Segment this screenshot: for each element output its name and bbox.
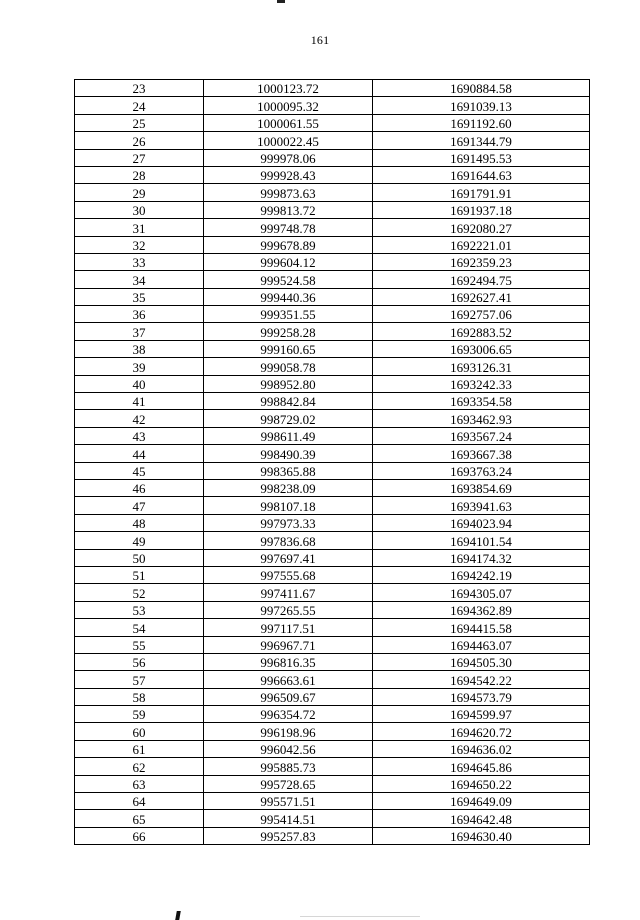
table-row — [75, 306, 590, 323]
y-coordinate-cell: 1691344.79 — [373, 132, 590, 149]
table-row — [75, 184, 590, 201]
point-number-cell: 57 — [75, 671, 204, 688]
y-coordinate-cell: 1694542.22 — [373, 671, 590, 688]
page-number: 161 — [310, 33, 330, 47]
y-coordinate-cell: 1694599.97 — [373, 706, 590, 723]
table-row — [75, 427, 590, 444]
x-coordinate-cell: 998842.84 — [204, 393, 373, 410]
y-coordinate-cell: 1694023.94 — [373, 514, 590, 531]
point-number-cell: 61 — [75, 740, 204, 757]
point-number-cell: 33 — [75, 253, 204, 270]
y-coordinate-cell: 1694630.40 — [373, 827, 590, 844]
x-coordinate-cell: 999873.63 — [204, 184, 373, 201]
y-coordinate-cell: 1694362.89 — [373, 601, 590, 618]
x-coordinate-cell: 995571.51 — [204, 793, 373, 810]
x-coordinate-cell: 999604.12 — [204, 253, 373, 270]
y-coordinate-cell: 1694636.02 — [373, 740, 590, 757]
table-row — [75, 723, 590, 740]
point-number-cell: 56 — [75, 653, 204, 670]
y-coordinate-cell: 1693462.93 — [373, 410, 590, 427]
x-coordinate-cell: 999440.36 — [204, 288, 373, 305]
point-number-cell: 55 — [75, 636, 204, 653]
x-coordinate-cell: 999678.89 — [204, 236, 373, 253]
x-coordinate-cell: 1000095.32 — [204, 97, 373, 114]
point-number-cell: 31 — [75, 219, 204, 236]
table-row — [75, 375, 590, 392]
y-coordinate-cell: 1693667.38 — [373, 445, 590, 462]
x-coordinate-cell: 1000061.55 — [204, 114, 373, 131]
y-coordinate-cell: 1693126.31 — [373, 358, 590, 375]
point-number-cell: 36 — [75, 306, 204, 323]
x-coordinate-cell: 999258.28 — [204, 323, 373, 340]
x-coordinate-cell: 998238.09 — [204, 479, 373, 496]
point-number-cell: 48 — [75, 514, 204, 531]
table-row — [75, 706, 590, 723]
x-coordinate-cell: 995728.65 — [204, 775, 373, 792]
y-coordinate-cell: 1694645.86 — [373, 758, 590, 775]
x-coordinate-cell: 997117.51 — [204, 619, 373, 636]
point-number-cell: 27 — [75, 149, 204, 166]
point-number-cell: 51 — [75, 566, 204, 583]
table-row — [75, 810, 590, 827]
table-row — [75, 636, 590, 653]
x-coordinate-cell: 996198.96 — [204, 723, 373, 740]
point-number-cell: 59 — [75, 706, 204, 723]
x-coordinate-cell: 1000022.45 — [204, 132, 373, 149]
point-number-cell: 64 — [75, 793, 204, 810]
point-number-cell: 52 — [75, 584, 204, 601]
x-coordinate-cell: 999058.78 — [204, 358, 373, 375]
point-number-cell: 62 — [75, 758, 204, 775]
table-row — [75, 97, 590, 114]
x-coordinate-cell: 998729.02 — [204, 410, 373, 427]
x-coordinate-cell: 1000123.72 — [204, 80, 373, 97]
coordinates-table-body — [75, 80, 590, 845]
point-number-cell: 41 — [75, 393, 204, 410]
y-coordinate-cell: 1693354.58 — [373, 393, 590, 410]
table-row — [75, 740, 590, 757]
y-coordinate-cell: 1691937.18 — [373, 201, 590, 218]
x-coordinate-cell: 999813.72 — [204, 201, 373, 218]
y-coordinate-cell: 1692883.52 — [373, 323, 590, 340]
x-coordinate-cell: 996042.56 — [204, 740, 373, 757]
table-row — [75, 532, 590, 549]
x-coordinate-cell: 998952.80 — [204, 375, 373, 392]
table-row — [75, 775, 590, 792]
y-coordinate-cell: 1694650.22 — [373, 775, 590, 792]
table-row — [75, 479, 590, 496]
x-coordinate-cell: 996663.61 — [204, 671, 373, 688]
x-coordinate-cell: 996967.71 — [204, 636, 373, 653]
point-number-cell: 26 — [75, 132, 204, 149]
point-number-cell: 58 — [75, 688, 204, 705]
table-row — [75, 358, 590, 375]
point-number-cell: 34 — [75, 271, 204, 288]
point-number-cell: 38 — [75, 340, 204, 357]
point-number-cell: 47 — [75, 497, 204, 514]
y-coordinate-cell: 1691039.13 — [373, 97, 590, 114]
point-number-cell: 43 — [75, 427, 204, 444]
table-row — [75, 253, 590, 270]
point-number-cell: 54 — [75, 619, 204, 636]
table-row — [75, 149, 590, 166]
y-coordinate-cell: 1693763.24 — [373, 462, 590, 479]
x-coordinate-cell: 997411.67 — [204, 584, 373, 601]
point-number-cell: 30 — [75, 201, 204, 218]
x-coordinate-cell: 996354.72 — [204, 706, 373, 723]
scan-line-bottom — [300, 916, 420, 917]
y-coordinate-cell: 1694415.58 — [373, 619, 590, 636]
x-coordinate-cell: 995885.73 — [204, 758, 373, 775]
y-coordinate-cell: 1694242.19 — [373, 566, 590, 583]
point-number-cell: 65 — [75, 810, 204, 827]
y-coordinate-cell: 1690884.58 — [373, 80, 590, 97]
scan-mark-bottom — [175, 911, 181, 920]
table-row — [75, 619, 590, 636]
y-coordinate-cell: 1693854.69 — [373, 479, 590, 496]
point-number-cell: 23 — [75, 80, 204, 97]
table-row — [75, 514, 590, 531]
table-row — [75, 758, 590, 775]
table-row — [75, 584, 590, 601]
x-coordinate-cell: 999748.78 — [204, 219, 373, 236]
point-number-cell: 42 — [75, 410, 204, 427]
y-coordinate-cell: 1692494.75 — [373, 271, 590, 288]
x-coordinate-cell: 999160.65 — [204, 340, 373, 357]
scan-mark-top — [277, 0, 285, 3]
point-number-cell: 50 — [75, 549, 204, 566]
table-row — [75, 288, 590, 305]
y-coordinate-cell: 1692080.27 — [373, 219, 590, 236]
y-coordinate-cell: 1694649.09 — [373, 793, 590, 810]
table-row — [75, 445, 590, 462]
table-row — [75, 271, 590, 288]
table-row — [75, 462, 590, 479]
point-number-cell: 45 — [75, 462, 204, 479]
point-number-cell: 24 — [75, 97, 204, 114]
x-coordinate-cell: 997265.55 — [204, 601, 373, 618]
table-row — [75, 236, 590, 253]
point-number-cell: 63 — [75, 775, 204, 792]
x-coordinate-cell: 998365.88 — [204, 462, 373, 479]
point-number-cell: 60 — [75, 723, 204, 740]
x-coordinate-cell: 997697.41 — [204, 549, 373, 566]
table-row — [75, 201, 590, 218]
y-coordinate-cell: 1691644.63 — [373, 166, 590, 183]
point-number-cell: 28 — [75, 166, 204, 183]
x-coordinate-cell: 999524.58 — [204, 271, 373, 288]
point-number-cell: 35 — [75, 288, 204, 305]
table-row — [75, 827, 590, 844]
point-number-cell: 66 — [75, 827, 204, 844]
point-number-cell: 46 — [75, 479, 204, 496]
point-number-cell: 40 — [75, 375, 204, 392]
table-row — [75, 410, 590, 427]
point-number-cell: 53 — [75, 601, 204, 618]
y-coordinate-cell: 1693242.33 — [373, 375, 590, 392]
y-coordinate-cell: 1694505.30 — [373, 653, 590, 670]
x-coordinate-cell: 999351.55 — [204, 306, 373, 323]
table-row — [75, 566, 590, 583]
point-number-cell: 49 — [75, 532, 204, 549]
table-row — [75, 601, 590, 618]
x-coordinate-cell: 995257.83 — [204, 827, 373, 844]
x-coordinate-cell: 998611.49 — [204, 427, 373, 444]
point-number-cell: 29 — [75, 184, 204, 201]
x-coordinate-cell: 996816.35 — [204, 653, 373, 670]
table-row — [75, 497, 590, 514]
coordinates-table — [74, 79, 590, 845]
y-coordinate-cell: 1693567.24 — [373, 427, 590, 444]
table-row — [75, 114, 590, 131]
x-coordinate-cell: 998490.39 — [204, 445, 373, 462]
y-coordinate-cell: 1694101.54 — [373, 532, 590, 549]
table-row — [75, 688, 590, 705]
x-coordinate-cell: 998107.18 — [204, 497, 373, 514]
table-row — [75, 219, 590, 236]
point-number-cell: 39 — [75, 358, 204, 375]
y-coordinate-cell: 1693006.65 — [373, 340, 590, 357]
table-row — [75, 166, 590, 183]
y-coordinate-cell: 1694573.79 — [373, 688, 590, 705]
point-number-cell: 32 — [75, 236, 204, 253]
x-coordinate-cell: 997555.68 — [204, 566, 373, 583]
point-number-cell: 37 — [75, 323, 204, 340]
table-row — [75, 132, 590, 149]
y-coordinate-cell: 1694174.32 — [373, 549, 590, 566]
y-coordinate-cell: 1691192.60 — [373, 114, 590, 131]
x-coordinate-cell: 995414.51 — [204, 810, 373, 827]
y-coordinate-cell: 1691495.53 — [373, 149, 590, 166]
x-coordinate-cell: 999928.43 — [204, 166, 373, 183]
table-row — [75, 653, 590, 670]
y-coordinate-cell: 1694305.07 — [373, 584, 590, 601]
y-coordinate-cell: 1691791.91 — [373, 184, 590, 201]
table-row — [75, 340, 590, 357]
table-row — [75, 549, 590, 566]
y-coordinate-cell: 1692221.01 — [373, 236, 590, 253]
table-row — [75, 323, 590, 340]
table-row — [75, 671, 590, 688]
table-row — [75, 793, 590, 810]
table-row — [75, 80, 590, 97]
x-coordinate-cell: 996509.67 — [204, 688, 373, 705]
table-row — [75, 393, 590, 410]
y-coordinate-cell: 1692757.06 — [373, 306, 590, 323]
y-coordinate-cell: 1692359.23 — [373, 253, 590, 270]
y-coordinate-cell: 1694463.07 — [373, 636, 590, 653]
x-coordinate-cell: 997973.33 — [204, 514, 373, 531]
point-number-cell: 44 — [75, 445, 204, 462]
y-coordinate-cell: 1694620.72 — [373, 723, 590, 740]
x-coordinate-cell: 999978.06 — [204, 149, 373, 166]
y-coordinate-cell: 1692627.41 — [373, 288, 590, 305]
point-number-cell: 25 — [75, 114, 204, 131]
y-coordinate-cell: 1694642.48 — [373, 810, 590, 827]
y-coordinate-cell: 1693941.63 — [373, 497, 590, 514]
x-coordinate-cell: 997836.68 — [204, 532, 373, 549]
